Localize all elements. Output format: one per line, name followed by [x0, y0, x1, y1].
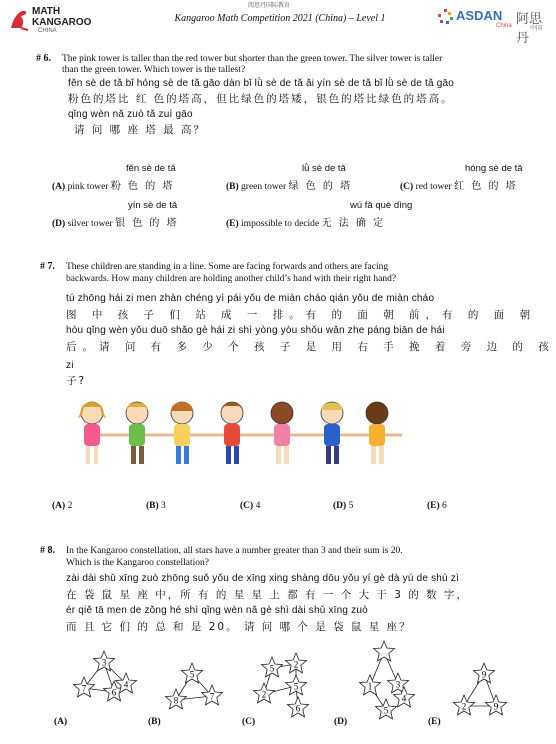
q6-option-c-label: (C): [400, 182, 414, 192]
q8-option-b-label: (B): [148, 717, 161, 727]
q8-constellation-e: [444, 648, 524, 720]
q7-option-e[interactable]: [427, 501, 447, 511]
q7-pinyin-1: tú zhōng hái zi men zhàn chéng yì pái yǒu de miàn cháo qián yǒu de miàn cháo: [66, 293, 435, 304]
star-number: 2: [461, 701, 467, 712]
q8-constellation-a: [68, 648, 148, 720]
q8-en-line-1: In the Kangaroo constellation, all stars have a number greater than 3 and their sum is 20.: [66, 546, 403, 556]
q6-option-a-en: pink tower: [67, 182, 109, 192]
star-number: 7: [81, 683, 87, 694]
star-number: 9: [493, 701, 499, 712]
star-number: 6: [111, 687, 117, 698]
q8-pinyin-2: ér qiě tā men de zǒng hé shì qǐng wèn nǎ gè shì dài shǔ xīng zuò: [66, 605, 368, 616]
q6-option-c-cn: 红 色 的 塔: [454, 181, 518, 192]
q7-en-line-2: backwards. How many children are holding another child’s hand with their right hand?: [66, 274, 397, 284]
q8-number: # 8.: [40, 545, 55, 556]
star-number: 5: [383, 705, 389, 716]
q6-option-b[interactable]: [226, 177, 352, 192]
child-4: [221, 402, 243, 464]
q6-option-d[interactable]: [52, 214, 179, 229]
star-number: 5: [269, 663, 275, 674]
star-number: 9: [481, 669, 487, 680]
q7-option-c-label: (C): [240, 501, 254, 511]
star-number: 8: [173, 695, 179, 706]
q6-option-d-label: (D): [52, 219, 66, 229]
q7-option-d-value: 5: [348, 501, 354, 511]
q6-option-e-label: (E): [226, 219, 239, 229]
q6-option-e-en: impossible to decide: [241, 219, 320, 229]
q6-chinese-1: 粉色的塔比 红 色的塔高，但比绿色的塔矮，银色的塔比绿色的塔高。: [68, 93, 454, 105]
q6-option-d-cn: 银 色 的 塔: [115, 218, 179, 229]
q7-option-a-label: (A): [52, 501, 66, 511]
star-number: 2: [261, 689, 267, 700]
q6-pinyin-2: qǐng wèn nǎ zuò tǎ zuì gāo: [68, 109, 193, 120]
asdan-name: ASDAN: [456, 8, 503, 23]
q8-constellation-c: [250, 648, 330, 720]
child-6: [321, 402, 343, 464]
math-kangaroo-logo: [8, 4, 98, 38]
q8-option-a[interactable]: [54, 717, 67, 727]
q6-option-a-pinyin: fěn sè de tǎ: [126, 163, 176, 174]
q8-option-a-label: (A): [54, 717, 68, 727]
q7-option-d-label: (D): [333, 501, 347, 511]
q7-chinese-2: 后。请 问 有 多 少 个 孩 子 是 用 右 手 挽 着 旁 边 的 孩: [66, 341, 555, 353]
q7-option-e-label: (E): [427, 501, 440, 511]
page-title: Kangaroo Math Competition 2021 (China) – Level 1: [174, 13, 386, 24]
child-3: [171, 402, 193, 464]
children-in-line-illustration: [72, 393, 412, 473]
q8-constellation-d: [346, 640, 426, 720]
q7-pinyin-3: zi: [66, 360, 74, 371]
q6-pinyin-1: fěn sè de tǎ bǐ hóng sè de tǎ gāo dàn bǐ lǜ sè de tǎ ǎi yín sè de tǎ bǐ lǜ sè de tǎ gāo: [68, 78, 454, 89]
logo-line-3: CHINA: [38, 28, 57, 34]
q8-option-e[interactable]: [428, 717, 441, 727]
q6-option-d-pinyin: yín sè de tǎ: [128, 200, 178, 211]
q7-number: # 7.: [40, 261, 55, 272]
q6-option-b-cn: 绿 色 的 塔: [288, 181, 353, 192]
q6-option-b-label: (B): [226, 182, 239, 192]
star-number: 2: [293, 659, 299, 670]
q6-option-e[interactable]: [226, 214, 385, 229]
asdan-logo-icon: [438, 9, 454, 25]
asdan-cn-name: 阿思丹: [516, 11, 543, 45]
star-number: 3: [395, 679, 401, 690]
q8-chinese-1: 在 袋 鼠 星 座 中，所 有 的 星 星 上 都 有 一 个 大 于 3 的 数 字，: [66, 589, 469, 601]
q7-option-b-label: (B): [146, 501, 159, 511]
star-number: 3: [101, 657, 107, 668]
q6-number: # 6.: [36, 53, 51, 64]
q6-option-c-pinyin: hóng sè de tǎ: [465, 163, 523, 174]
q7-chinese-1: 图 中 孩 子 们 站 成 一 排。有 的 面 朝 前，有 的 面 朝: [66, 309, 537, 321]
q6-option-b-en: green tower: [241, 182, 287, 192]
q6-option-a-cn: 粉 色 的 塔: [110, 181, 175, 192]
q6-option-b-pinyin: lǜ sè de tǎ: [302, 163, 346, 174]
q8-option-c-label: (C): [242, 717, 256, 727]
child-7: [366, 402, 388, 464]
star-number: 7: [209, 691, 215, 702]
q7-option-c[interactable]: [240, 501, 260, 511]
child-2: [126, 402, 148, 464]
q8-constellation-b: [158, 648, 238, 720]
q6-option-d-en: silver tower: [67, 219, 113, 229]
q7-option-b[interactable]: [146, 501, 166, 511]
q7-pinyin-2: hòu qǐng wèn yǒu duō shǎo gè hái zi shì yòng yòu shǒu wǎn zhe páng biān de hái: [66, 325, 445, 336]
q7-option-c-value: 4: [255, 501, 261, 511]
asdan-sub-2: 中国: [530, 26, 543, 32]
q8-chinese-2: 而 且 它 们 的 总 和 是 20。 请 问 哪 个 是 袋 鼠 星 座？: [66, 621, 412, 633]
star-number: 6: [295, 703, 301, 714]
kangaroo-logo-icon: [8, 6, 30, 32]
q7-option-a-value: 2: [67, 501, 73, 511]
q6-option-c-en: red tower: [415, 182, 452, 192]
q6-option-e-cn: 无 法 确 定: [321, 218, 386, 229]
q8-en-line-2: Which is the Kangaroo constellation?: [66, 558, 209, 568]
q6-option-a[interactable]: [52, 177, 174, 192]
star-number: 4: [401, 693, 407, 704]
q7-option-a[interactable]: [52, 501, 72, 511]
q6-en-line-2: than the green tower. Which tower is the tallest?: [62, 65, 246, 75]
asdan-sub-1: China: [496, 23, 512, 29]
q6-option-e-pinyin: wú fǎ què dìng: [350, 200, 413, 211]
child-1: [78, 402, 106, 464]
q8-option-d-label: (D): [334, 717, 348, 727]
q8-pinyin-1: zài dài shǔ xīng zuò zhōng suǒ yǒu de xīng xing shàng dōu yǒu yí gè dà yú de shù zì: [66, 573, 459, 584]
star-number: 5: [293, 681, 299, 692]
star-number: 5: [189, 669, 195, 680]
logo-line-1: MATH: [32, 6, 61, 17]
logo-line-2: KANGAROO: [32, 17, 92, 28]
child-5: [271, 402, 293, 464]
star-icon: [374, 641, 395, 661]
q7-option-d[interactable]: [333, 501, 353, 511]
q7-chinese-3: 子?: [66, 375, 87, 387]
asdan-logo: [438, 8, 554, 45]
q6-en-line-1: The pink tower is taller than the red tower but shorter than the green tower. The silver tower is taller: [62, 54, 443, 64]
header-top-text: 阅思丹国际教育: [248, 3, 291, 9]
q8-option-e-label: (E): [428, 717, 441, 727]
q6-chinese-2: 请 问 哪 座 塔 最 高？: [74, 124, 207, 136]
q6-option-c[interactable]: [400, 177, 518, 192]
q7-option-e-value: 6: [442, 501, 447, 511]
q7-en-line-1: These children are standing in a line. Some are facing forwards and others are facing: [66, 262, 389, 272]
q7-option-b-value: 3: [161, 501, 166, 511]
q6-option-a-label: (A): [52, 182, 66, 192]
star-number: 1: [367, 681, 373, 692]
star-number: 4: [123, 679, 129, 690]
